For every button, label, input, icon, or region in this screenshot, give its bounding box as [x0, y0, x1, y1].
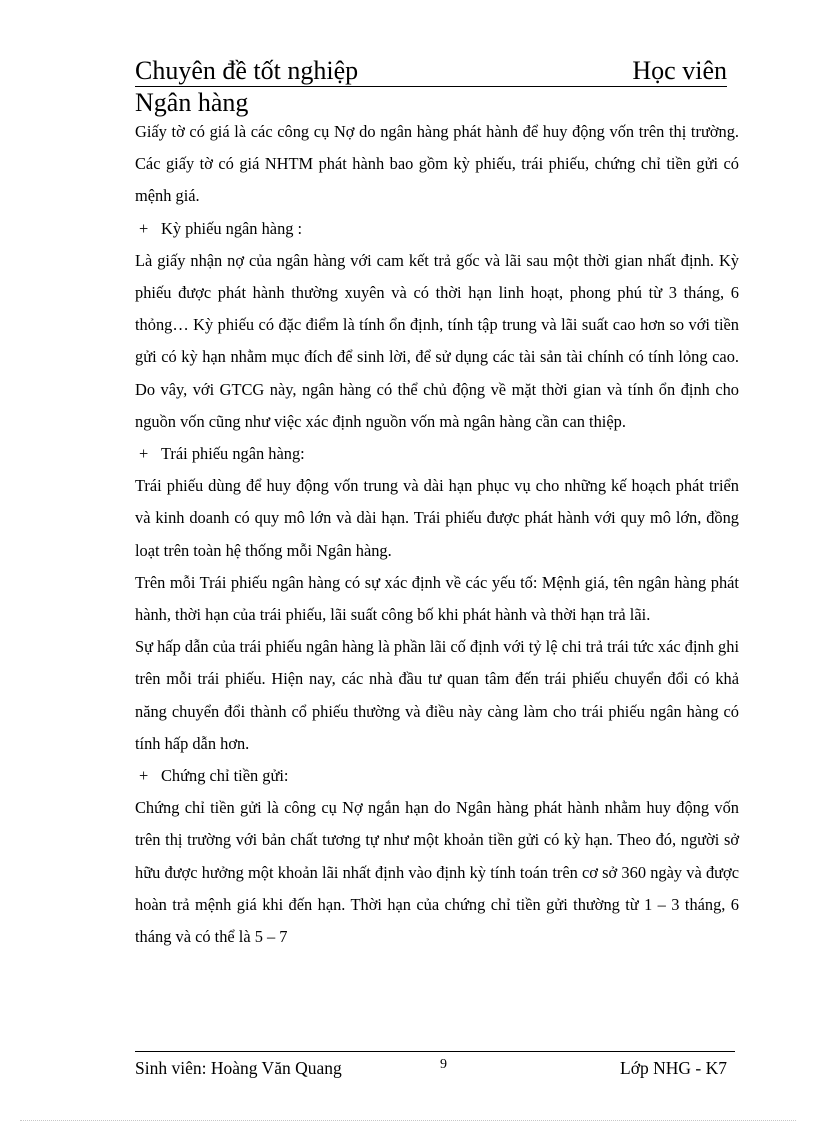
bullet-heading: [135, 438, 739, 470]
paragraph: Giấy tờ có giá là các công cụ Nợ do ngân hàng phát hành để huy động vốn trên thị trường. Các giấy tờ có giá NHTM phát hành bao gồm kỳ phiếu, trái phiếu, chứng chỉ tiền gửi có mệnh giá.: [135, 122, 739, 206]
page-bottom-divider: [20, 1120, 796, 1121]
footer-student: Sinh viên: Hoàng Văn Quang: [135, 1058, 342, 1078]
header-institution: Học viên: [632, 56, 727, 85]
paragraph: Chứng chỉ tiền gửi là công cụ Nợ ngắn hạn do Ngân hàng phát hành nhằm huy động vốn trên thị trường với bản chất tương tự như một khoản tiền gửi có kỳ hạn. Theo đó, người sở hữu được hưởng một khoản lãi nhất định vào định kỳ tính toán trên cơ sở 360 ngày và được hoàn trả mệnh giá khi đến hạn. Thời hạn của chứng chỉ tiền gửi thường từ 1 – 3 tháng, 6 tháng và có thể là 5 – 7: [135, 798, 739, 947]
bullet-mark: +: [139, 766, 149, 786]
header-title: Chuyên đề tốt nghiệp: [135, 56, 359, 85]
document-body: [135, 116, 739, 953]
page-number: 9: [440, 1057, 447, 1072]
bullet-mark: +: [139, 218, 149, 238]
paragraph: Trái phiếu dùng để huy động vốn trung và dài hạn phục vụ cho những kế hoạch phát triển và kinh doanh có quy mô lớn và dài hạn. Trái phiếu được phát hành với quy mô lớn, đồng loạt trên toàn hệ thống mỗi Ngân hàng.: [135, 476, 739, 560]
bullet-heading-text: Chứng chỉ tiền gửi:: [161, 766, 289, 786]
page-header: [135, 56, 727, 87]
header-institution-line2: Ngân hàng: [135, 88, 249, 117]
paragraph: Sự hấp dẫn của trái phiếu ngân hàng là phần lãi cố định với tỷ lệ chi trả trái tức xác định ghi trên mỗi trái phiếu. Hiện nay, các nhà đầu tư quan tâm đến trái phiếu chuyển đổi có khả năng chuyển đổi thành cổ phiếu thường và điều này càng làm cho trái phiếu ngân hàng có tính hấp dẫn hơn.: [135, 637, 739, 753]
page-footer: [135, 1051, 735, 1078]
bullet-heading-text: Trái phiếu ngân hàng:: [161, 444, 305, 464]
footer-class: Lớp NHG - K7: [620, 1058, 727, 1078]
bullet-heading-text: Kỳ phiếu ngân hàng :: [161, 218, 303, 238]
paragraph: Trên mỗi Trái phiếu ngân hàng có sự xác định về các yếu tố: Mệnh giá, tên ngân hàng phát hành, thời hạn của trái phiếu, lãi suất công bố khi phát hành và thời hạn trả lãi.: [135, 572, 739, 625]
paragraph: Là giấy nhận nợ của ngân hàng với cam kết trả gốc và lãi sau một thời gian nhất định. Kỳ phiếu được phát hành thường xuyên và có thời hạn linh hoạt, phong phú từ 3 tháng, 6 thỏng… Kỳ phiếu có đặc điểm là tính ổn định, tính tập trung và lãi suất cao hơn so với tiền gửi có kỳ hạn nhằm mục đích để sinh lời, để sử dụng các tài sản tài chính có tính lỏng cao. Do vây, với GTCG này, ngân hàng có thể chủ động về mặt thời gian và tính ổn định cho nguồn vốn cũng như việc xác định nguồn vốn mà ngân hàng cần can thiệp.: [135, 250, 739, 431]
bullet-heading: [135, 213, 739, 245]
bullet-heading: [135, 760, 739, 792]
bullet-mark: +: [139, 444, 149, 464]
